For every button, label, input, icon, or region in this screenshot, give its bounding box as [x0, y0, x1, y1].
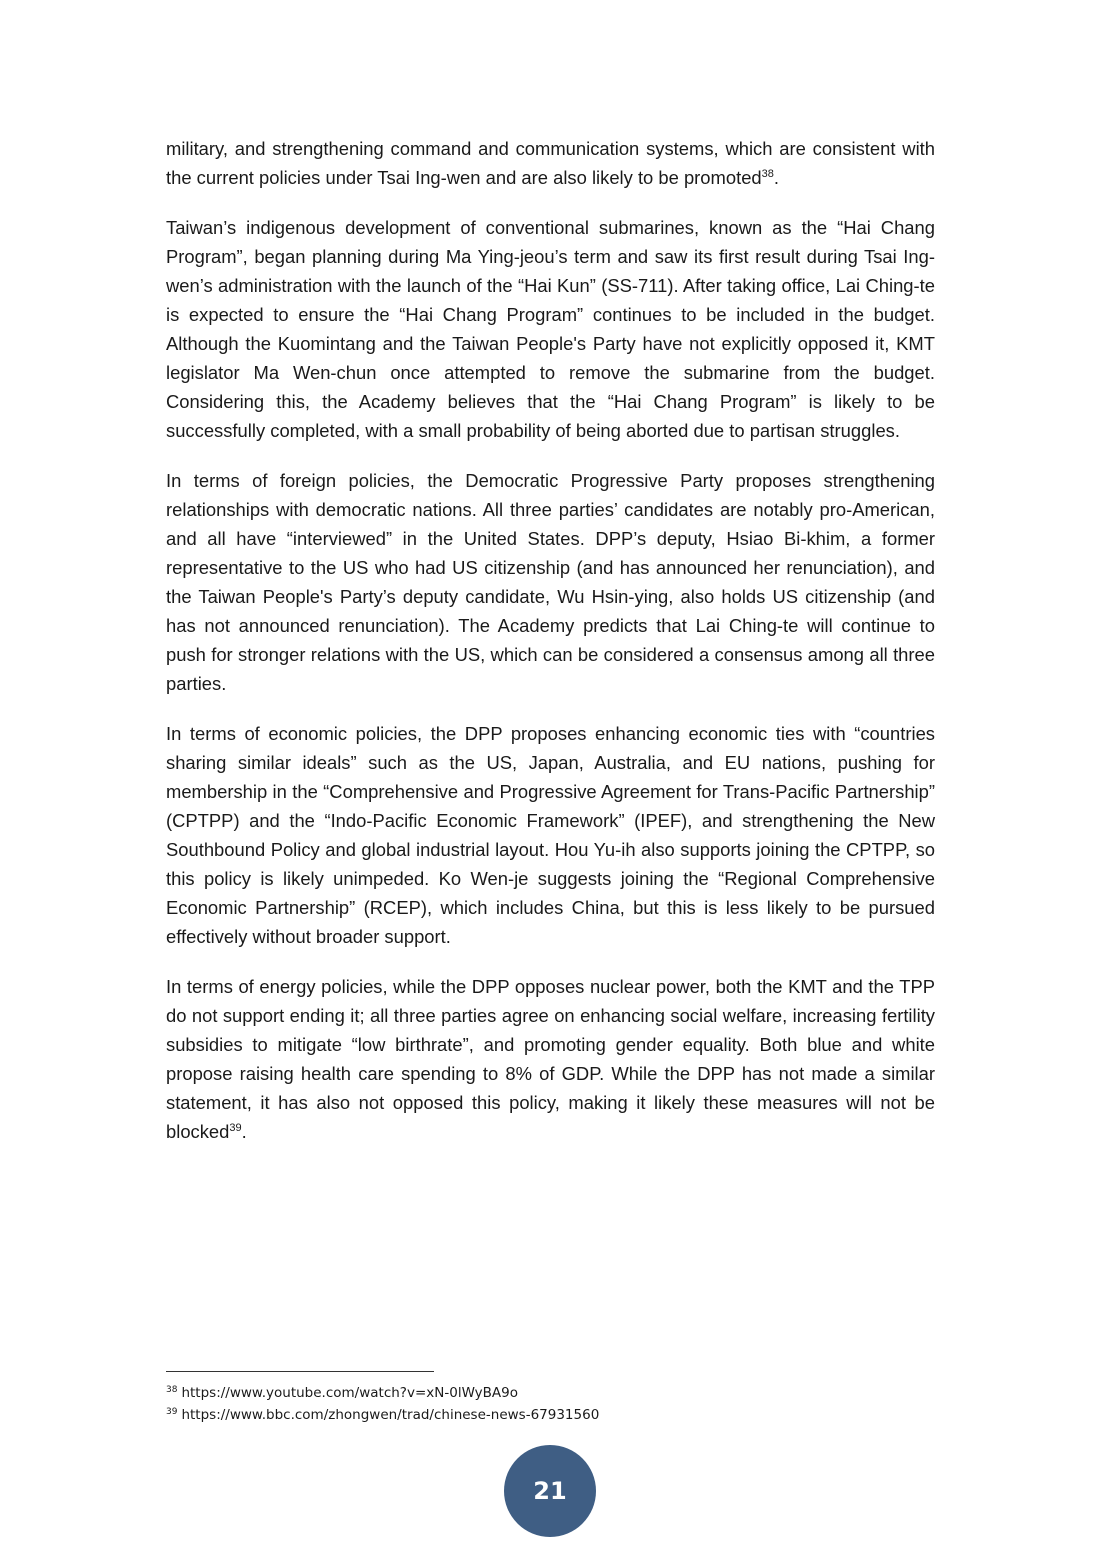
paragraph-5: In terms of energy policies, while the DPP opposes nuclear power, both the KMT and the TPP do not support ending it; all three parties agree on enhancing social welfare, increasing fertility subsidies to mitigate “low birthrate”, and promoting gender equality. Both blue and white propose raising health care spending to 8% of GDP. While the DPP has not made a similar statement, it has also not opposed this policy, making it likely these measures will not be blocked$^{39}$. [166, 976, 935, 1142]
footnote-ref-39[interactable]: 39 [229, 1121, 242, 1134]
paragraph-3: In terms of foreign policies, the Democratic Progressive Party proposes strengthening relationships with democratic nations. All three parties’ candidates are notably pro-American, and all have “interviewed” in the United States. DPP’s deputy, Hsiao Bi-khim, a former representative to the US who had US citizenship (and has announced her renunciation), and the Taiwan People's Party’s deputy candidate, Wu Hsin-ying, also holds US citizenship (and has not announced renunciation). The Academy predicts that Lai Ching-te will continue to push for stronger relations with the US, which can be considered a consensus among all three parties. [166, 470, 935, 694]
footnote-number: 39 [166, 1406, 178, 1417]
footnote-link[interactable]: https://www.bbc.com/zhongwen/trad/chinese-news-67931560 [181, 1407, 600, 1423]
footnotes [166, 1382, 599, 1426]
page-number-badge [504, 1445, 596, 1537]
footnote-number: 38 [166, 1384, 178, 1395]
paragraph-4: In terms of economic policies, the DPP proposes enhancing economic ties with “countries sharing similar ideals” such as the US, Japan, Australia, and EU nations, pushing for membership in the “Comprehensive and Progressive Agreement for Trans-Pacific Partnership” (CPTPP) and the “Indo-Pacific Economic Framework” (IPEF), and strengthening the New Southbound Policy and global industrial layout. Hou Yu-ih also supports joining the CPTPP, so this policy is likely unimpeded. Ko Wen-je suggests joining the “Regional Comprehensive Economic Partnership” (RCEP), which includes China, but this is less likely to be pursued effectively without broader support. [166, 723, 935, 947]
page-body [166, 134, 935, 1167]
footnote-ref-38[interactable]: 38 [761, 167, 774, 180]
footnote-39 [166, 1404, 599, 1426]
footnote-divider [166, 1371, 434, 1372]
footnote-38 [166, 1382, 599, 1404]
page-number: 21 [533, 1477, 567, 1505]
footnote-link[interactable]: https://www.youtube.com/watch?v=xN-0lWyBA9o [181, 1385, 519, 1401]
paragraph-1: military, and strengthening command and communication systems, which are consistent with the current policies under Tsai Ing-wen and are also likely to be promoted$^{38}$. [166, 138, 935, 188]
paragraph-2: Taiwan’s indigenous development of conventional submarines, known as the “Hai Chang Program”, began planning during Ma Ying-jeou’s term and saw its first result during Tsai Ing-wen’s administration with the launch of the “Hai Kun” (SS-711). After taking office, Lai Ching-te is expected to ensure the “Hai Chang Program” continues to be included in the budget. Although the Kuomintang and the Taiwan People's Party have not explicitly opposed it, KMT legislator Ma Wen-chun once attempted to remove the submarine from the budget. Considering this, the Academy believes that the “Hai Chang Program” is likely to be successfully completed, with a small probability of being aborted due to partisan struggles. [166, 217, 935, 441]
